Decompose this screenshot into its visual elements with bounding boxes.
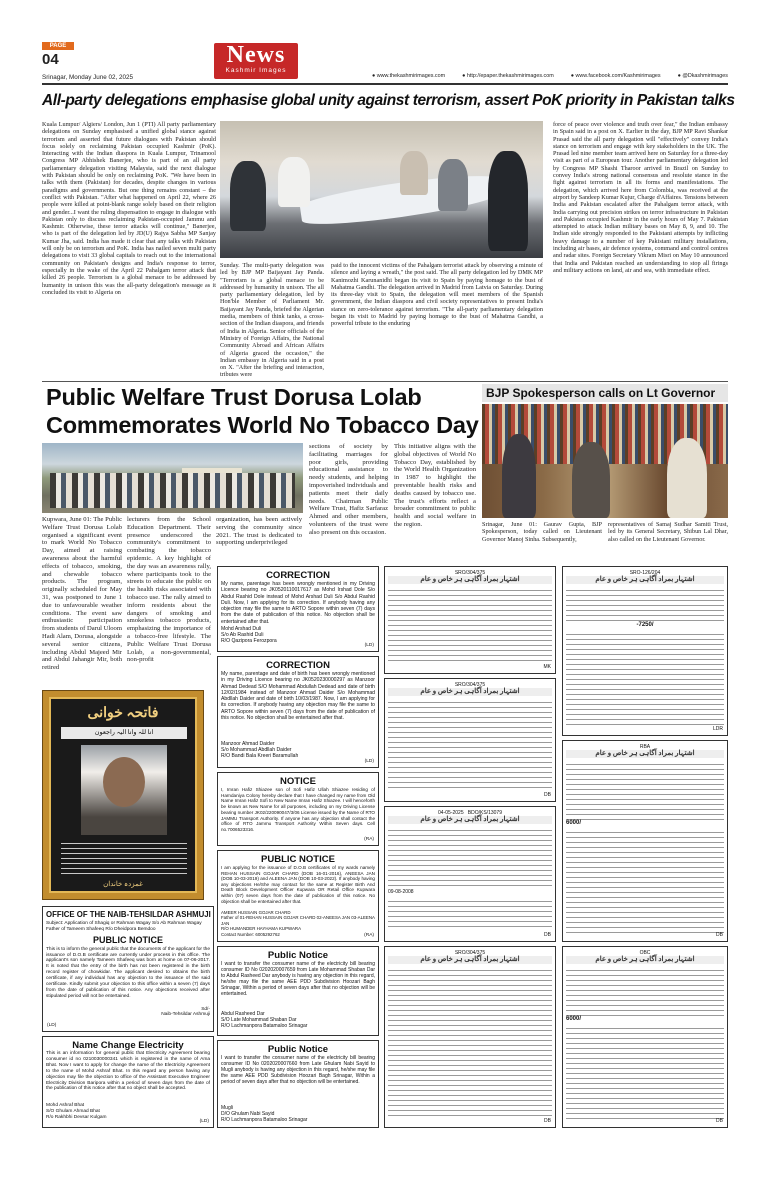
welfare-headline-1: Public Welfare Trust Dorusa Lolab [46, 384, 422, 410]
lead-col-4: force of peace over violence and truth over fear," the Indian embassy in Spain said in a post on X. Earlier in the day, BJP MP Ravi Shankar Prasad said the all party delegation will "effectively" convey India's stance on terrorism and engage with key stakeholders in the UK. The Prasad led nine member team arrived here on Saturday for a three-day visit as part of a European tour. Another parliamentary delegation led by Congress MP Shashi Tharoor arrived in Brazil on Sunday to convey India's strong national consensus and resolute stance in the fight against terrorism in all its forms and manifestations. The delegation, which arrived here from Colombia, was received at the airport by Sandeep Kumar Kujur, Charge d'Affaires. Tensions between India and Pakistan escalated after the Pahalgam terror attack, with India carrying out precision strikes on terror infrastructure in Pakistan and Pakistan occupied Kashmir in the early hours of May 7. Pakistan attempted to attack Indian military bases on May 8, 9, and 10. The Indian side strongly responded to the Pakistani attempts by inflicting heavy damage to a number of key Pakistani military installations, including air bases, air defence systems, command and control centres and radar sites. Foreign Secretary Vikram Misri on May 10 announced that India and Pakistan reached an understanding to stop all firings and military actions on land, air and sea, with immediate effect. [553, 121, 729, 274]
obituary-title: فاتحہ خوانی [87, 706, 159, 721]
urdu-ad-6 [562, 740, 728, 942]
tehsildar-sign: Sd/- Naib-Tehsildar Ashmuji [161, 1006, 210, 1018]
correction-1-title: CORRECTION [266, 570, 330, 581]
urdu-ad-4 [384, 946, 556, 1128]
urdu-ad-2-text [388, 698, 552, 792]
notice-2-title: PUBLIC NOTICE [261, 854, 335, 865]
lead-photo [220, 121, 543, 258]
public-notice-electricity-2 [217, 1040, 379, 1128]
urdu-ad-7-text [566, 966, 724, 1016]
correction-1-sign: Mohd Arshad Duli S/o Ab Rashid Duli R/O Qazipora Ferozpora [221, 626, 277, 645]
notice-2-sign: AMEER HUSSAIN GOJAR CHARD Father of 01-REHAN HUSSAIN GOJAR CHARD 02-ANEESA JAN 03-ALEENA JAN R/O HUMANDER HAYHAMA KUPWARA Contact Number: 6005292762 [221, 910, 375, 937]
obituary-verse: انا للہ وانا الیہ راجعون [61, 727, 187, 739]
urdu-ad-4-text [388, 966, 552, 1116]
urdu-ad-4-heading: اشتہار بمراد آگاہی ہر خاص و عام [388, 956, 552, 964]
facebook-link[interactable]: ● www.facebook.com/Kashmirimages [570, 73, 661, 79]
urdu-ad-1 [384, 566, 556, 674]
urdu-ad-7-text-2 [566, 1024, 724, 1120]
guest-figure [572, 442, 610, 518]
obituary-text [61, 839, 187, 877]
welfare-col-2: lecturers from the School Education Department. Their presence underscored the community's commitment to combating the tobacco epidemic. A key highlight of the day was an awareness rally, where participants took to the streets to educate the public on the health risks associated with tobacco use. The rally aimed to inform residents about the dangers of smoking and smokeless tobacco products, emphasizing the importance of a tobacco-free lifestyle. The Public Welfare Trust Dorusa Lolab, a non-governmental, non-profit [127, 516, 211, 664]
notice-1-title: NOTICE [280, 776, 316, 787]
delegate-figure [230, 161, 266, 231]
rally-crowd [50, 473, 295, 508]
public-notice-electricity-1 [217, 946, 379, 1036]
obituary-portrait [81, 745, 167, 835]
correction-2-code: (LD) [364, 759, 374, 764]
urdu-ad-5-amount: -7250/ [636, 621, 654, 628]
twitter-link[interactable]: ● @Dkashmirimages [677, 73, 728, 79]
urdu-ad-6-ref: RBA [639, 744, 651, 750]
tehsildar-code: (LD) [47, 1023, 57, 1028]
urdu-ad-6-code: DB [716, 932, 723, 938]
notice-4-sign: Mugli D/O Ghulam Nabi Sayid R/O Lachmanpora Batamaloo Srinagar [221, 1105, 308, 1124]
lead-col-2: Sunday. The multi-party delegation was led by BJP MP Baijayant Jay Panda. "Terrorism is a global menace to be addressed by humanity in unison. The all party parliamentary delegation, led by Hon'ble Member of Parliament Mr. Baijayant Jay Panda, briefed the Algerian media, members of think tanks, a cross-section of the Indian diaspora, and friends of India in Algeria. Senior officials of the Ministry of Foreign Affairs, the National Community Abroad and African Affairs of Algeria graced the occasion," the Indian embassy in Algeria said in a post on X. "After the briefing and interaction, tributes were [220, 262, 324, 379]
urdu-ad-7-amount: 6000/ [566, 1015, 582, 1022]
correction-1-code: (LD) [364, 643, 374, 648]
notice-3-sign: Abdul Rasheed Dar S/O Late Mohammad Shaban Dar R/O Lachmanpora Batamaloo Srinagar [221, 1011, 308, 1030]
urdu-ad-3-heading: اشتہار بمراد آگاہی ہر خاص و عام [388, 816, 552, 824]
lead-headline: All-party delegations emphasise global unity against terrorism, assert PoK priority in Pakistan talks [42, 92, 735, 109]
notice-3-title: Public Notice [267, 950, 329, 961]
urdu-ad-2-heading: اشتہار بمراد آگاہی ہر خاص و عام [388, 688, 552, 696]
bjp-caption-left: Srinagar, June 01: Gaurav Gupta, BJP Spokesperson, today called on Lieutenant Governor Manoj Sinha. Subsequently, [482, 521, 602, 543]
header-rule [42, 83, 728, 85]
notice-1-body: I, Imran Hafiz Shiazee son of Sofi Hafiz Ullah Shiazee residing of Harndaniya Colony hereby declare that I have changed my name from Old Name Imran Hafiz Sofi to New Name Imran Hafiz Shiazee. I will henceforth be known as New Name for all purposes, including on my Driving License bearing number JK02/220090047/3/06 License issued by the Name of RTO JAMMU Transport Authority. If anyone has any objection shall contact the office of RTO Jammu Transport Authority Within Seven days. Cell no.7006523316. [221, 787, 375, 832]
urdu-ad-5-ref: SRO-126/204 [629, 570, 661, 576]
section-rule [42, 381, 728, 382]
urdu-ad-2 [384, 678, 556, 802]
notice-3-body: I want to transfer the consumer name of the electricity bill bearing consumer ID No 0202020007659 from Late Mohammad Shaban Dar to Abdul Rasheed Dar anybody is having any objection in this regard, he/she may file the same AEE PDD Subdivision Hoozari Bagh Srinagar, Within a period of seven days after that no objection will be entertained. [221, 961, 375, 998]
tehsildar-title: OFFICE OF THE NAIB-TEHSILDAR ASHMUJI [46, 910, 211, 919]
urdu-ad-5-text-2 [566, 630, 724, 726]
tehsildar-pn: PUBLIC NOTICE [92, 934, 163, 945]
urdu-ad-3-date: 09-08-2008 [388, 888, 414, 895]
delegate-figure [400, 151, 428, 195]
urdu-ad-6-amount: 6000/ [566, 819, 582, 826]
urdu-ad-7-ref: OBC [639, 950, 651, 956]
correction-2-body: My name, parentage and date of birth has been wrongly mentioned in my Driving Licence bearing no JK0520230000297 as Manzoor Ahmad Dedead S/O Mohammad Abdullah Dedead and date of birth 12/02/1984 instead of Manzoor Ahmad Daider S/o Mohammad Abdllah Daider and date of birth 10/03/1987. Now, I am applying for its correction. If anybody having any objection may file the same to ARTO Sopore within seven (7) days from the date of publication of this notice. No objection shall be entertained after that. [221, 671, 375, 722]
urdu-ad-2-code: DB [544, 792, 551, 798]
obituary-caption: غمزدہ خاندان [103, 880, 143, 888]
urdu-ad-1-heading: اشتہار بمراد آگاہی ہر خاص و عام [388, 576, 552, 584]
welfare-col-1: Kupwara, June 01: The Public Welfare Trust Dorusa Lolab organised a significant event to mark World No Tobacco Day, aimed at raising awareness about the harmful effects of tobacco, smoking, and chewable tobacco products. The program, originally scheduled for May 31, was postponed to June 1 due to unfavourable weather conditions. The event saw enthusiastic participation from students of Darul Uloom Hadi Alam, Dorusa, alongside several senior citizens, including Abdul Majeed Mir and Abdul Jahangir Mir, both retired [42, 516, 122, 672]
urdu-ad-3-ref: 04-05-2025 BDO/KS/13079 [438, 810, 502, 816]
urdu-ad-3 [384, 806, 556, 942]
correction-2-title: CORRECTION [266, 660, 330, 671]
namechange-title: Name Change Electricity [72, 1040, 184, 1051]
welfare-col-a: sections of society by facilitating marriages for poor girls, providing educational assistance to needy students, and helping impoverished individuals and patients meet their daily needs. Chairman Public Welfare Trust, Hafiz Sarfaraz Ahmed and other members, volunteers of the trust were also present on this occasion. [309, 443, 388, 536]
urdu-ad-7 [562, 946, 728, 1128]
urdu-ad-1-code: MK [543, 664, 551, 670]
notice-2-body: I am applying for the issuance of D.O.B certificates of my wards namely REHAN HUSSAIN GOJAR CHARD (DOB 16-01-2016), ANEESA JAN (DOB 10-03-2019) and ALEENA JAN (DOB 10-03-2022). If anybody having any objections He/She may contact for the same at Register Birth And Death Block Development Officer Kupwara OR Retail Office Kupwara within (07) seven days from the date of publication of this notice. No objection shall be entertained after that. [221, 865, 375, 904]
issue-date: Srinagar, Monday June 02, 2025 [42, 74, 134, 81]
welfare-photo [42, 443, 303, 513]
urdu-ad-1-text [388, 586, 552, 664]
urdu-ad-3-text-2 [388, 897, 552, 927]
bjp-caption-right: representatives of Samaj Sudhar Samiti Trust, led by its General Secretary, Shibun Lal Dhar, also called on the Lieutenant Governor. [608, 521, 728, 543]
masthead-sub: Kashmir Images [225, 67, 287, 74]
urdu-ad-7-code: DB [716, 1118, 723, 1124]
notice-4-title: Public Notice [267, 1044, 329, 1055]
urdu-ad-4-ref: SRO/304/375 [454, 950, 486, 956]
urdu-ad-4-code: DB [544, 1118, 551, 1124]
urdu-ad-5-heading: اشتہار بمراد آگاہی ہر خاص و عام [566, 576, 724, 584]
namechange-notice [42, 1036, 214, 1128]
namechange-body: This is an information for general public that Electricity Agreement bearing consumer id no 0210030000341 which is registered in the name of Ama Bhat. Now I want to apply for change the name of the Electricity Agreement to the name of Mohd Ashraf Bhat. In this regard any person having any objection may file the objection to office of the Assistant Executive Engineer Electricity Division Baripora within a period of seven days from the date of the publication of this notice after that no object shall be accepted. [46, 1051, 210, 1092]
lead-col-3: paid to the innocent victims of the Pahalgam terrorist attack by observing a minute of silence and laying a wreath," the post said. The all party delegation led by DMK MP Kanimozhi Karunanidhi began its visit to Spain by paying homage to the bust of Mahatma Gandhi. The delegation arrived in Madrid from Latvia on Saturday. During its three-day visit to Spain, the delegation will meet members of the Spanish government, the Indian diaspora and civil society representatives to present India's stance on zero-tolerance against terrorism. "The all-party parliamentary delegation began its visit to Madrid by paying homage to the bust of Mahatma Gandhi, a powerful tribute to the enduring [331, 262, 543, 328]
delegate-figure [278, 157, 310, 207]
welfare-col-b: This initiative aligns with the global objectives of World No Tobacco Day, established by the World Health Organization in 1987 to highlight the preventable health risks and deaths caused by tobacco use. The trust's efforts reflect a broader commitment to public health and social welfare in the region. [394, 443, 476, 528]
lt-governor-figure [667, 438, 707, 518]
urdu-ad-6-heading: اشتہار بمراد آگاہی ہر خاص و عام [566, 750, 724, 758]
urdu-ad-3-text [388, 826, 552, 886]
website-link[interactable]: ● www.thekashmirimages.com [372, 73, 446, 79]
bjp-photo [482, 404, 728, 518]
welfare-headline-2: Commemorates World No Tobacco Day [46, 412, 479, 438]
header-links [372, 73, 728, 79]
correction-notice-2 [217, 656, 379, 768]
page-label: PAGE [42, 42, 74, 50]
epaper-link[interactable]: ● http://epaper.thekashmirimages.com [462, 73, 554, 79]
delegate-figure [438, 159, 468, 211]
urdu-ad-6-text-2 [566, 828, 724, 934]
correction-1-body: My name, parentage has been wrongly mentioned in my Driving Licence bearing no JK0520110017617 as Mohd Irshad Dole S/o Abdul Rashid Dole instead of Mohd Arshad Duli S/o Abdul Rashid Duli. Now, I am applying for its correction. If anybody having any objection may file the same to ARTO Sopore within seven (7) days from the date of publication of this notice. No objection shall be entertained after that. [221, 581, 375, 625]
correction-notice-1 [217, 566, 379, 652]
urdu-ad-5 [562, 566, 728, 736]
notice-2-code: (RA) [364, 933, 374, 938]
notice-1-code: (RA) [364, 837, 374, 842]
lead-col-1: Kuala Lumpur/ Algiers/ London, Jun 1 (PTI) All party parliamentary delegations on Sunday emphasised a unified global stance against terrorism and asserted that future dialogues with Pakistan should focus solely on reclaiming Pakistan occupied Kashmir (PoK). Interacting with the Indian diaspora in Kuala Lumpur, Trinamool Congress MP Abhishek Banerjee, who is part of an all party parliamentary delegation visiting Malaysia, said the next dialogue with Pakistan should be only on reclaiming PoK. "We have been in talks with them (Pakistan) for decades, despite changes in various paradigms and governments. But one thing remains constant – the conflict with Pakistan. "After what happened on April 22, where 26 people were killed at point-blank range solely based on their religion and gender...I want the ruling dispensation to engage in dialogue with Pakistan only to discuss reclaiming Pakistan-occupied Jammu and Kashmir. Otherwise, these terror attacks will continue," Banerjee, who is part of the delegation led by JD(U) Rajya Sabha MP Sanjay Kumar Jha, said. India has made it clear that any talks with Pakistan will only be on terrorism and PoK. India has nailed seven multi party delegations to visit 33 global capitals to reach out to the international community on Pakistan's designs and India's response to terror, especially in the wake of the April 22 Pahalgam terror attack that killed 26 people. Terrorism is a global menace to be addressed by humanity in unison this was the all-party delegation's message as it concluded its visit to Algeria on [42, 121, 216, 296]
page-number: 04 [42, 51, 59, 68]
masthead-news: News [226, 42, 286, 68]
namechange-code: (LD) [199, 1119, 209, 1124]
urdu-ad-2-ref: SRO/304/375 [454, 682, 486, 688]
obituary-ad [42, 690, 204, 900]
spokesperson-figure [502, 434, 536, 518]
namechange-sign: Mohd Ashraf Bhat S/O Ghulam Ahmad Bhat R/o Rakhbhi Devsar Kulgam [46, 1103, 107, 1120]
urdu-ad-3-code: DB [544, 932, 551, 938]
tehsildar-body: This is to inform the general public that the documents of the applicant for the issuance of D.O.B certificate are currently under process in this office. The applicant's son namely Tameem Shafeeq was born at home on 07-06-2017. It is noted that the entry of the birth has not been registered in the birth record register of chowkidar. The applicant desired to obtains the birth certificate, if any individual has any objection to the issuance of the said certificate. Kindly submit your objection to this office within a seven (7) days from the date of publication of this notice. Any objections received after stipulated period will not be entertained. [46, 946, 210, 999]
welfare-col-3: organization, has been actively serving the community since 2021. The trust is dedicated to supporting underprivileged [216, 516, 302, 547]
delegate-figure [488, 151, 528, 251]
urdu-ad-7-heading: اشتہار بمراد آگاہی ہر خاص و عام [566, 956, 724, 964]
urdu-ad-5-code: LDR [712, 726, 723, 732]
urdu-ad-1-ref: SRO/304/375 [454, 570, 486, 576]
correction-2-sign: Manzoor Ahmad Daider S/o Mohammad Abdllah Daider R/O Bandi Bala Kreeri Baramullah [221, 741, 299, 760]
tehsildar-notice [42, 906, 214, 1032]
urdu-ad-5-text [566, 586, 724, 622]
bjp-headline: BJP Spokesperson calls on Lt Governor [482, 384, 728, 402]
masthead-logo [214, 43, 298, 79]
tehsildar-subject: Subject: Application of Shagiq or Rahman Wagay S/o Ab Rahman Wagay Father of Tameem Shafeeq R/o Dheidpora Bemdoo [46, 921, 202, 932]
notice-name-change [217, 772, 379, 846]
notice-4-body: I want to transfer the consumer name of the electricity bill bearing consumer ID No 0202020007660 from Late Ghulam Nabi Sayid to Mugli anybody is having any objection in this regard, he/she may file the same AEE PDD Subdivision Hoozari Bagh Srinagar, Within a period of seven days after that no objection will be entertained. [221, 1055, 375, 1086]
urdu-ad-6-text [566, 760, 724, 820]
public-notice-dob [217, 850, 379, 942]
